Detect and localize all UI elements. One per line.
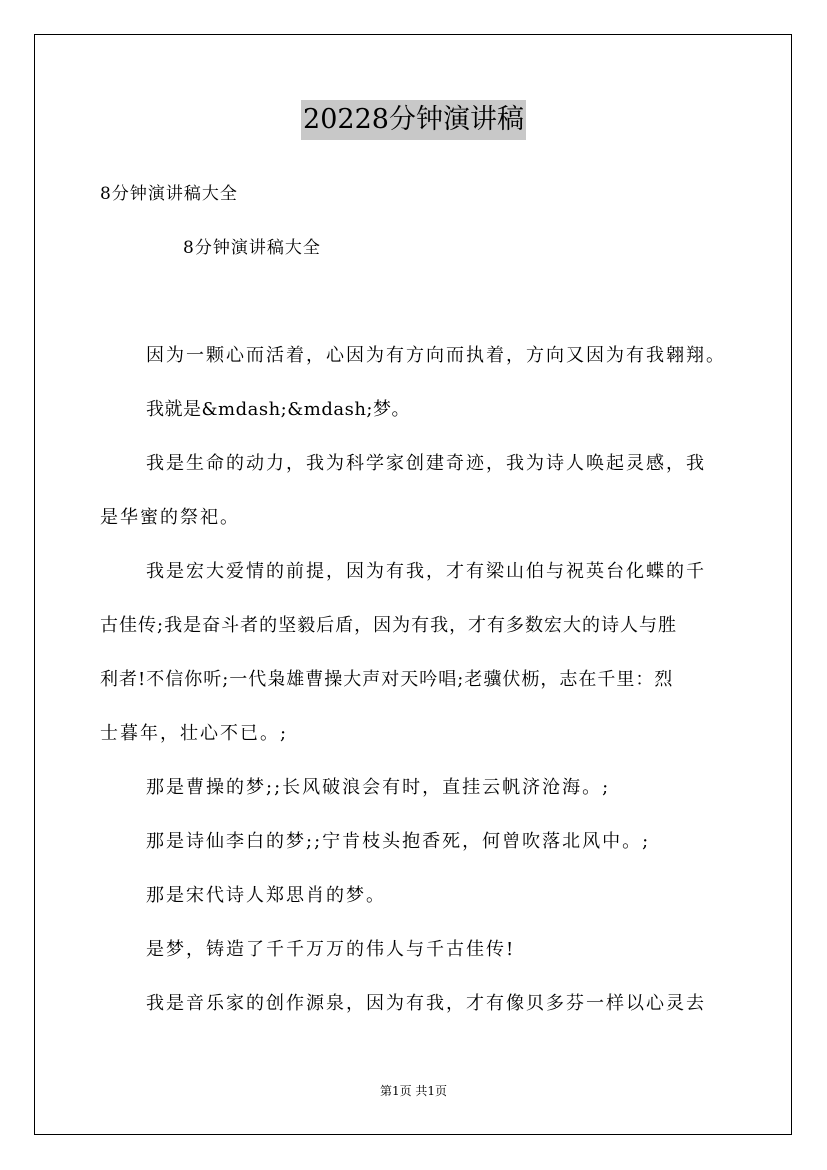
subtitle-2: 8分钟演讲稿大全 [183,238,321,258]
paragraph-line: 利者!不信你听;一代枭雄曹操大声对天吟唱;老骥伏枥，志在千里：烈 [100,669,674,690]
paragraph-line: 因为一颗心而活着，心因为有方向而执着，方向又因为有我翱翔。 [146,345,726,366]
title-container [0,100,827,140]
paragraph-line: 那是宋代诗人郑思肖的梦。 [146,885,386,906]
paragraph-line: 我就是&mdash;&mdash;梦。 [146,399,410,420]
paragraph-line: 我是宏大爱情的前提，因为有我，才有梁山伯与祝英台化蝶的千 [146,561,706,582]
page-footer: 第1页 共1页 [379,1084,448,1098]
subtitle-1: 8分钟演讲稿大全 [100,184,238,204]
paragraph-line: 那是曹操的梦;;长风破浪会有时，直挂云帆济沧海。; [146,777,611,798]
paragraph-line: 那是诗仙李白的梦;;宁肯枝头抱香死，何曾吹落北风中。; [146,831,651,852]
paragraph-line: 我是音乐家的创作源泉，因为有我，才有像贝多芬一样以心灵去 [146,993,706,1014]
paragraph-line: 士暮年，壮心不已。; [100,723,289,744]
paragraph-line: 古佳传;我是奋斗者的坚毅后盾，因为有我，才有多数宏大的诗人与胜 [100,615,678,636]
paragraph-line: 我是生命的动力，我为科学家创建奇迹，我为诗人唤起灵感，我 [146,453,706,474]
paragraph-line: 是华蜜的祭祀。 [100,507,240,528]
paragraph-line: 是梦，铸造了千千万万的伟人与千古佳传! [146,939,516,960]
document-title: 20228分钟演讲稿 [301,100,526,140]
